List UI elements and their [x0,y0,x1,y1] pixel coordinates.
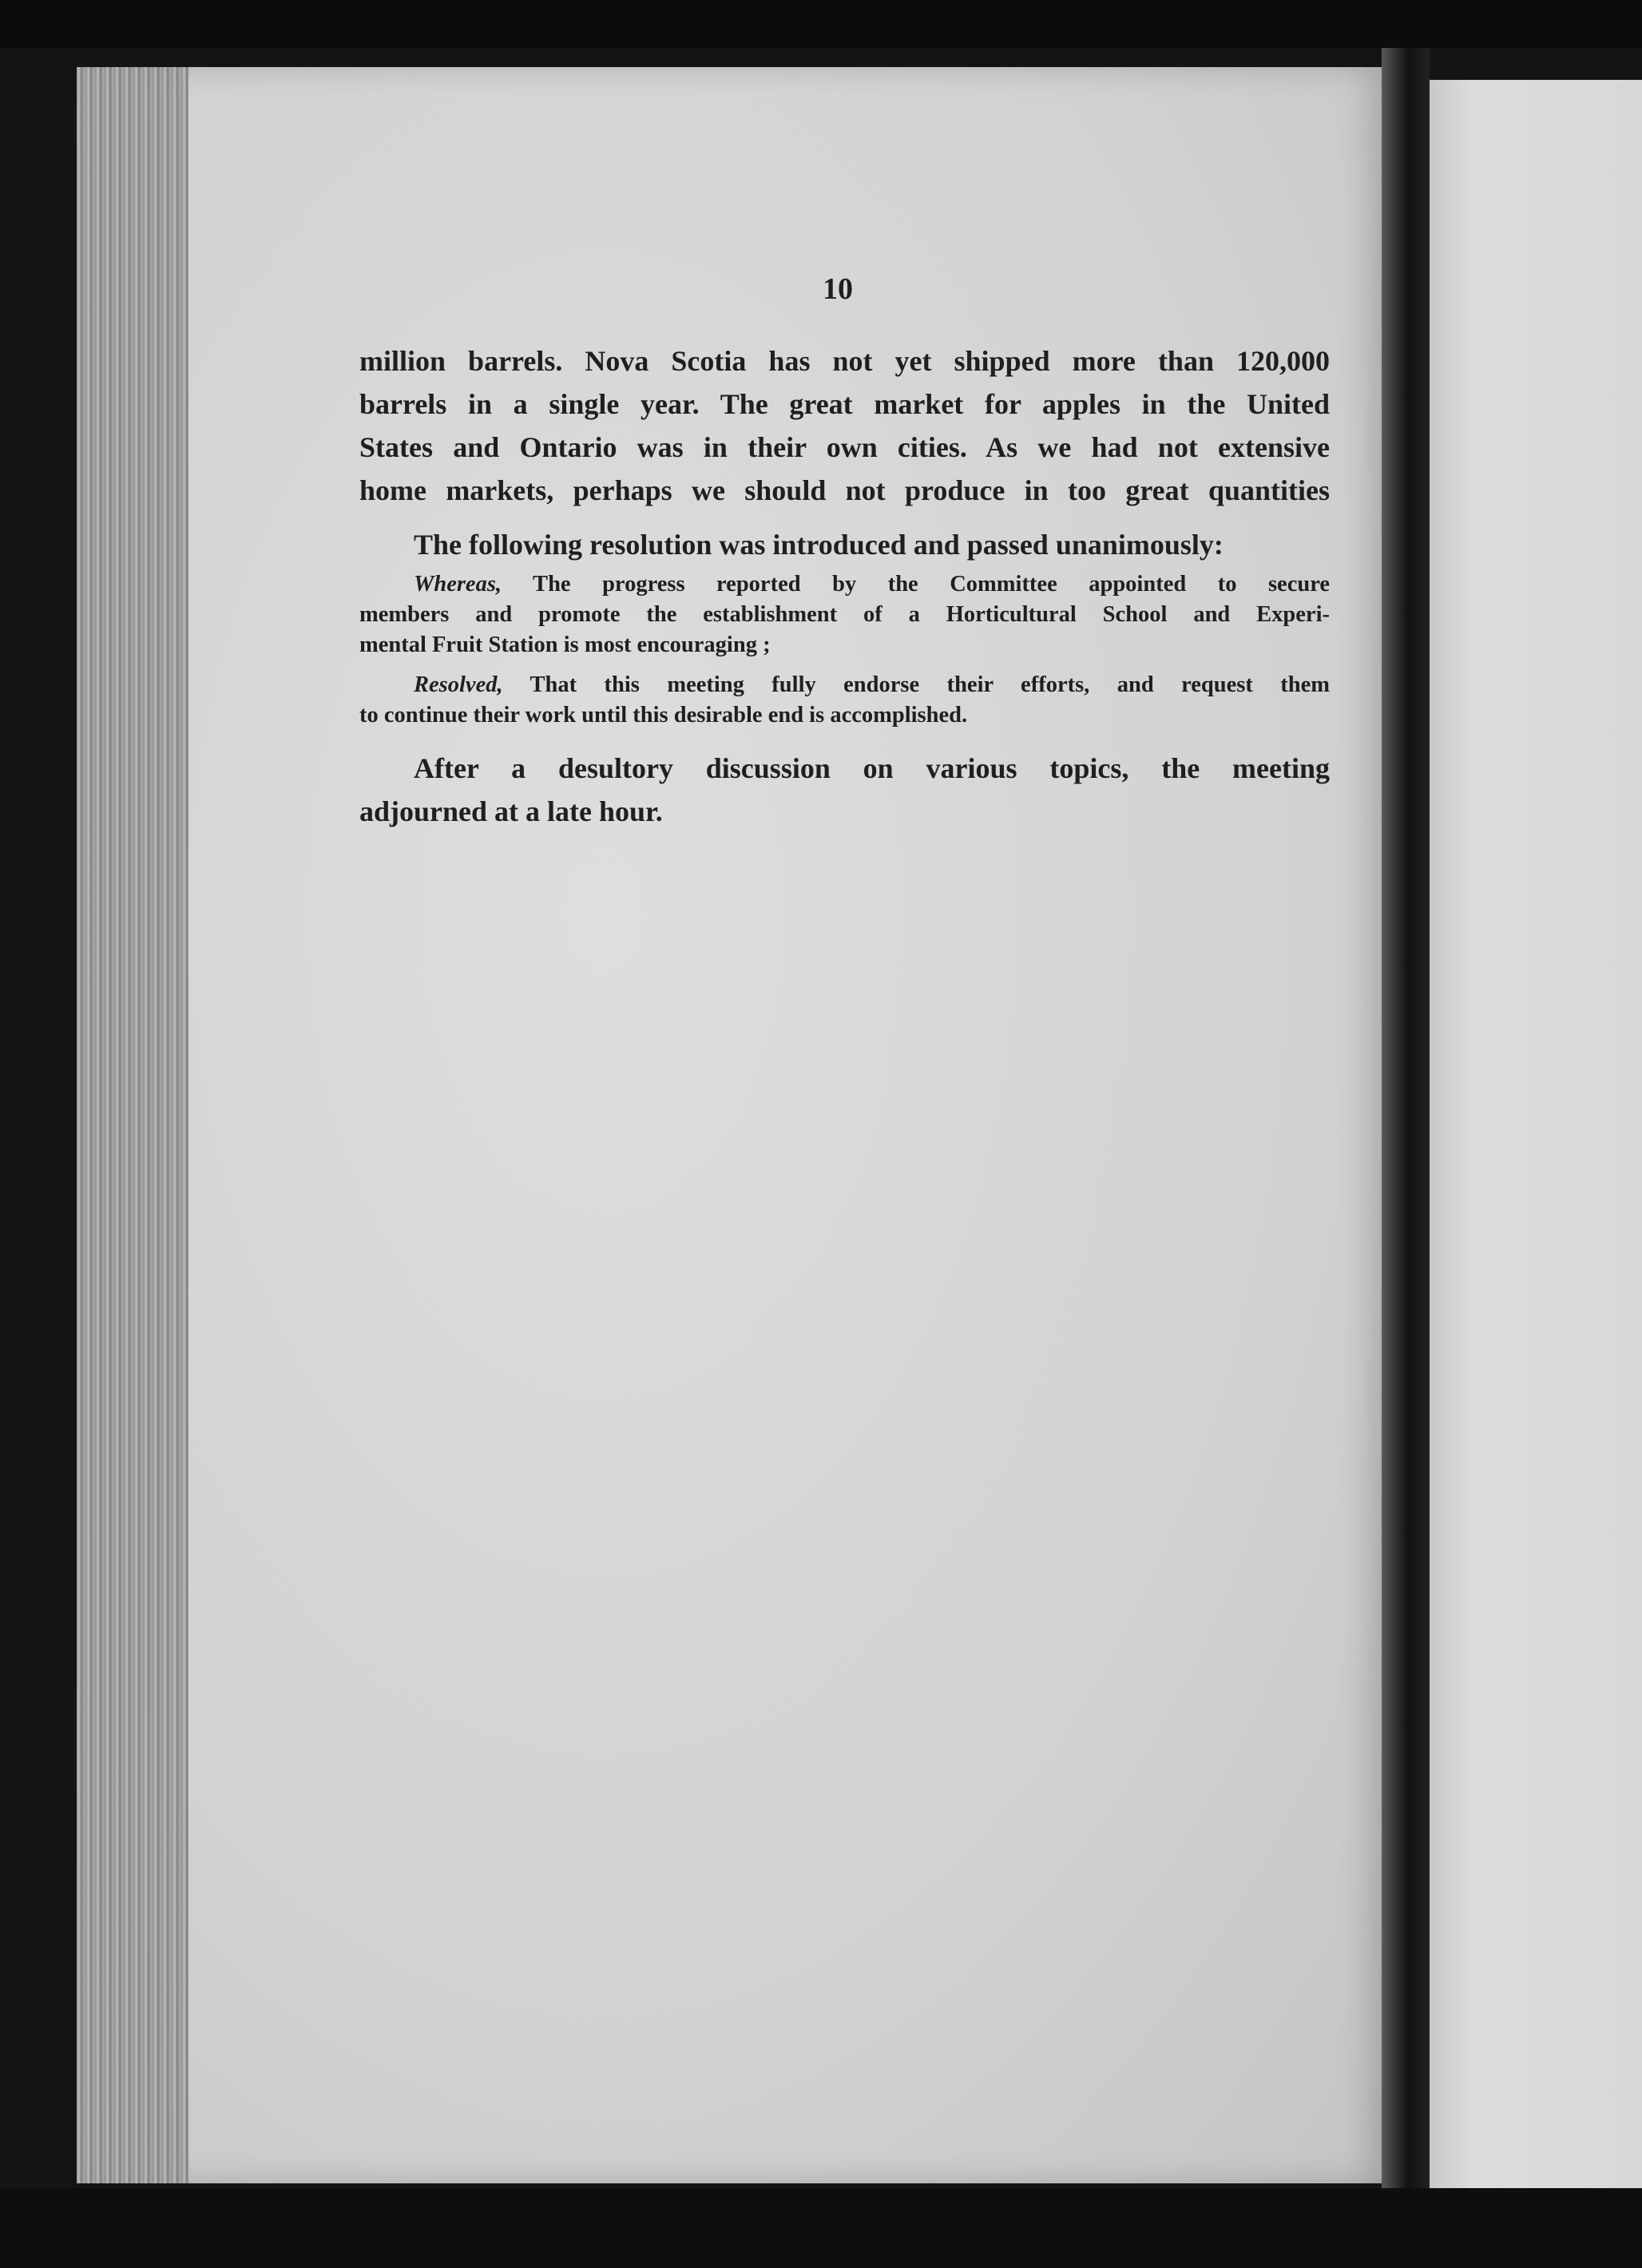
whereas-line: mental Fruit Station is most encouraging ; [359,632,771,657]
page-number: 10 [823,272,853,306]
page-edge-stack [77,67,188,2183]
closing-line: After a desultory discussion on various topics, the meeting [414,752,1330,784]
whereas-text: The progress reported by the Committee appointed to secure [502,572,1330,597]
resolved-lead: Resolved, [414,672,503,697]
whereas-lead: Whereas, [414,572,502,597]
scan-border-top [0,0,1642,48]
whereas-line [359,569,1330,600]
left-page-body [359,339,1330,833]
resolved-line [359,670,1330,700]
body-line: States and Ontario was in their own cities. As we had not extensive [359,431,1330,463]
body-line: barrels in a single year. The great market for apples in the United [359,388,1330,420]
book-gutter [1382,48,1430,2204]
resolved-line: to continue their work until this desirable end is accomplished. [359,703,968,728]
whereas-line: members and promote the establishment of a Horticultural School and Experi- [359,602,1330,627]
body-line: home markets, perhaps we should not produce in too great quantities [359,474,1330,506]
resolved-text: That this meeting fully endorse their efforts, and request them [502,672,1330,697]
scan-border-bottom [0,2188,1642,2268]
body-line: million barrels. Nova Scotia has not yet shipped more than 120,000 [359,345,1330,377]
resolution-intro: The following resolution was introduced and passed unanimously: [414,529,1224,561]
right-page [1430,80,1642,2188]
closing-line: adjourned at a late hour. [359,795,663,827]
